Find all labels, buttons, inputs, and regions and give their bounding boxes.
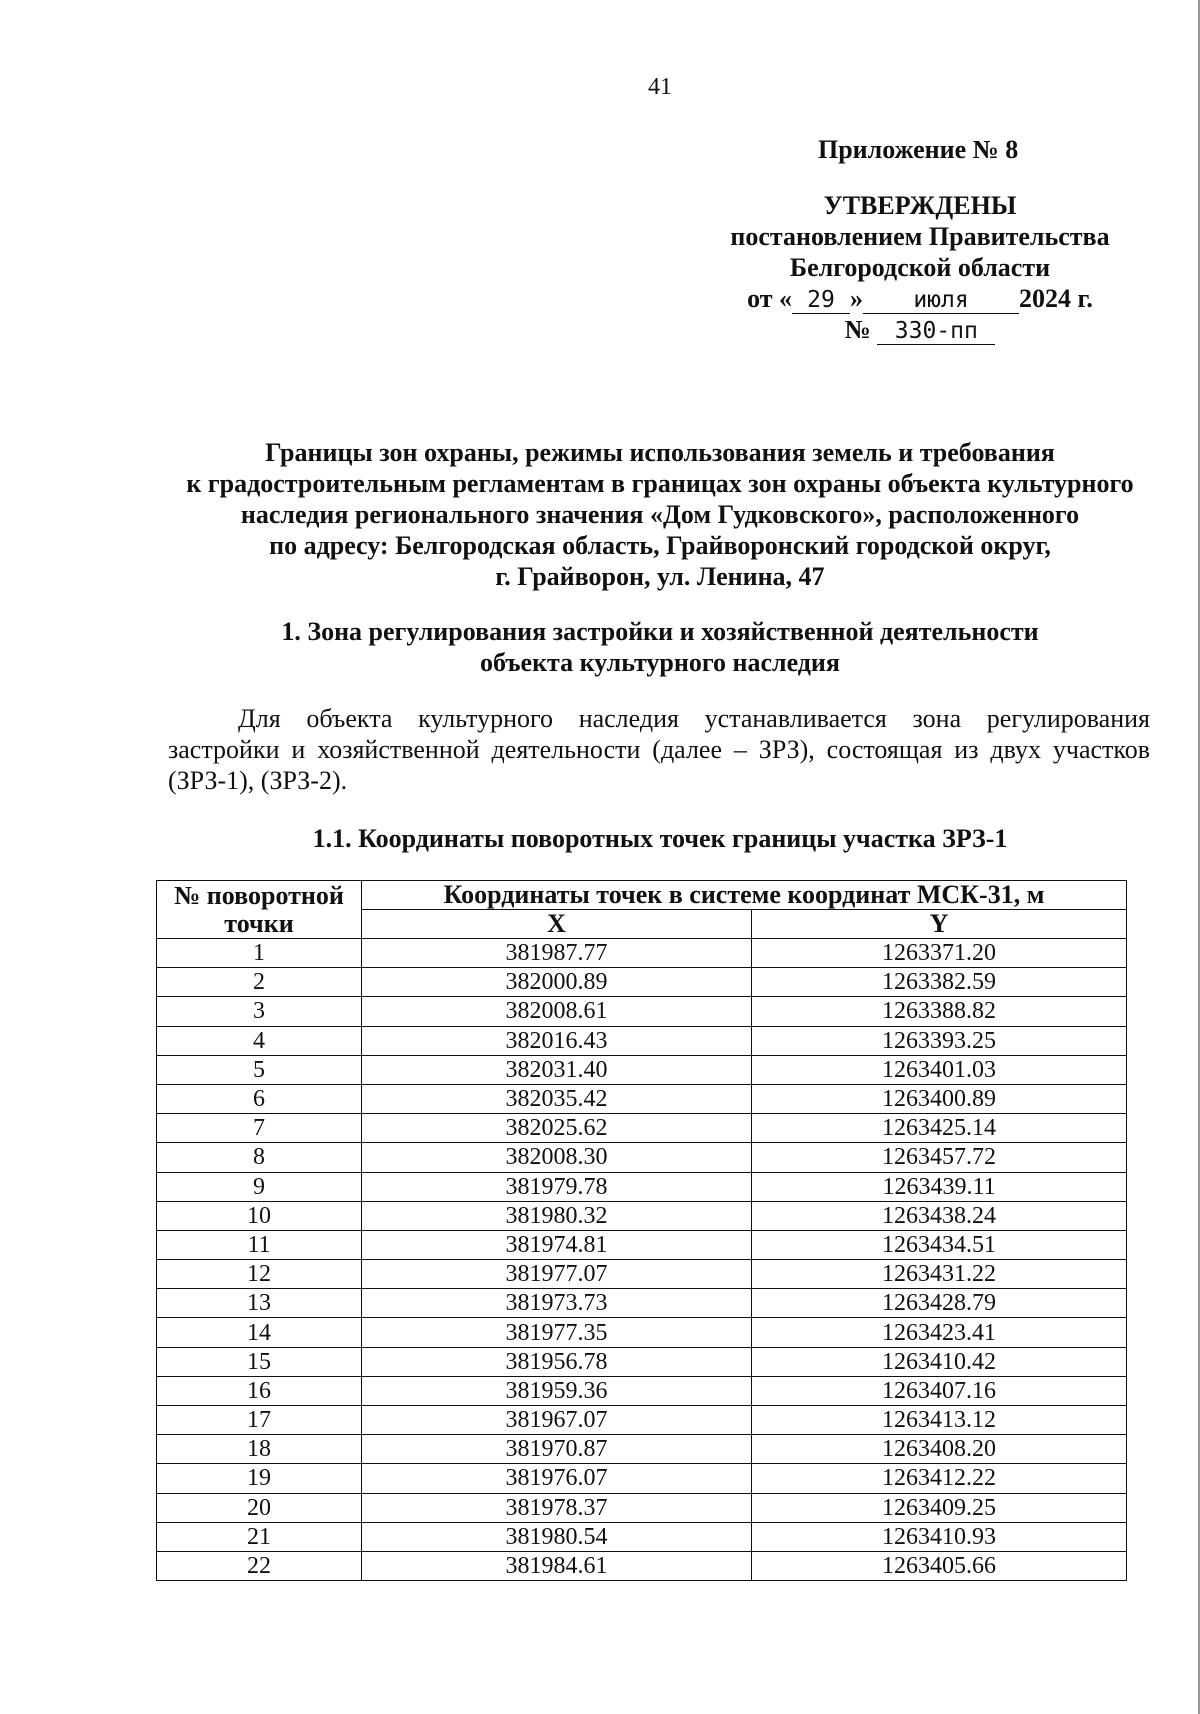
number-prefix: № (844, 315, 871, 344)
appendix-label: Приложение № 8 (818, 135, 1019, 164)
table-row (157, 1055, 1127, 1084)
x-coordinate-cell: 381977.07 (362, 1260, 752, 1289)
table-row (157, 1172, 1127, 1201)
table-row (157, 939, 1127, 968)
point-number-cell: 1 (157, 939, 362, 968)
table-row (157, 1435, 1127, 1464)
x-coordinate-cell: 382025.62 (362, 1114, 752, 1143)
point-number-cell: 7 (157, 1114, 362, 1143)
point-number-cell: 21 (157, 1522, 362, 1551)
y-coordinate-cell: 1263382.59 (752, 968, 1127, 997)
point-number-cell: 17 (157, 1406, 362, 1435)
y-coordinate-cell: 1263410.42 (752, 1347, 1127, 1376)
point-number-cell: 5 (157, 1055, 362, 1084)
y-coordinate-cell: 1263405.66 (752, 1551, 1127, 1580)
date-mid: » (850, 284, 864, 313)
point-number-cell: 12 (157, 1260, 362, 1289)
y-coordinate-cell: 1263434.51 (752, 1230, 1127, 1259)
y-coordinate-cell: 1263409.25 (752, 1493, 1127, 1522)
y-coordinate-cell: 1263425.14 (752, 1114, 1127, 1143)
title-line: г. Грайворон, ул. Ленина, 47 (495, 562, 825, 591)
y-coordinate-cell: 1263428.79 (752, 1289, 1127, 1318)
approval-number (700, 314, 1140, 345)
section-heading-line: 1. Зона регулирования застройки и хозяйственной деятельности (281, 617, 1039, 646)
approval-line-region: Белгородской области (789, 253, 1051, 282)
page-number: 41 (648, 74, 672, 100)
table-row (157, 1260, 1127, 1289)
coordinates-table (156, 880, 1127, 1581)
section-heading (150, 616, 1170, 678)
table-row (157, 1026, 1127, 1055)
x-coordinate-cell: 381987.77 (362, 939, 752, 968)
number-value: 330-пп (877, 318, 995, 345)
x-coordinate-cell: 381970.87 (362, 1435, 752, 1464)
approval-block (700, 190, 1140, 345)
x-coordinate-cell: 381980.54 (362, 1522, 752, 1551)
point-number-cell: 16 (157, 1376, 362, 1405)
approval-heading: УТВЕРЖДЕНЫ (823, 191, 1017, 220)
y-coordinate-cell: 1263457.72 (752, 1143, 1127, 1172)
y-coordinate-cell: 1263412.22 (752, 1464, 1127, 1493)
point-number-cell: 2 (157, 968, 362, 997)
table-row (157, 1143, 1127, 1172)
table-row (157, 1084, 1127, 1113)
x-coordinate-cell: 382008.61 (362, 997, 752, 1026)
x-coordinate-cell: 381978.37 (362, 1493, 752, 1522)
point-number-cell: 11 (157, 1230, 362, 1259)
x-coordinate-cell: 382008.30 (362, 1143, 752, 1172)
date-day: 29 (792, 287, 850, 314)
header-x: X (362, 910, 752, 939)
table-row (157, 1201, 1127, 1230)
x-coordinate-cell: 381979.78 (362, 1172, 752, 1201)
header-point-number: № поворотной точки (157, 881, 362, 939)
y-coordinate-cell: 1263410.93 (752, 1522, 1127, 1551)
point-number-cell: 6 (157, 1084, 362, 1113)
header-coordinates: Координаты точек в системе координат МСК-31, м (362, 881, 1127, 910)
date-prefix: от « (747, 284, 793, 313)
point-number-cell: 4 (157, 1026, 362, 1055)
point-number-cell: 3 (157, 997, 362, 1026)
coordinates-table-body (157, 939, 1127, 1581)
point-number-cell: 15 (157, 1347, 362, 1376)
y-coordinate-cell: 1263439.11 (752, 1172, 1127, 1201)
header-y: Y (752, 910, 1127, 939)
y-coordinate-cell: 1263407.16 (752, 1376, 1127, 1405)
table-row (157, 1551, 1127, 1580)
subsection-heading: 1.1. Координаты поворотных точек границы участка ЗРЗ-1 (312, 824, 1008, 853)
x-coordinate-cell: 381984.61 (362, 1551, 752, 1580)
x-coordinate-cell: 381974.81 (362, 1230, 752, 1259)
title-line: по адресу: Белгородская область, Грайворонский городской округ, (269, 531, 1051, 560)
x-coordinate-cell: 382016.43 (362, 1026, 752, 1055)
point-number-cell: 9 (157, 1172, 362, 1201)
x-coordinate-cell: 381980.32 (362, 1201, 752, 1230)
point-number-cell: 14 (157, 1318, 362, 1347)
point-number-cell: 20 (157, 1493, 362, 1522)
document-title (150, 437, 1170, 592)
table-row (157, 1493, 1127, 1522)
table-row (157, 1406, 1127, 1435)
table-row (157, 997, 1127, 1026)
point-number-cell: 8 (157, 1143, 362, 1172)
y-coordinate-cell: 1263413.12 (752, 1406, 1127, 1435)
x-coordinate-cell: 381959.36 (362, 1376, 752, 1405)
title-line: Границы зон охраны, режимы использования земель и требования (265, 438, 1055, 467)
title-line: наследия регионального значения «Дом Гудковского», расположенного (240, 500, 1080, 529)
body-paragraph: Для объекта культурного наследия устанавливается зона регулирования застройки и хозяйственной деятельности (далее – ЗРЗ), состоящая из двух участков (ЗРЗ-1), (ЗРЗ-2). (168, 704, 1150, 795)
point-number-cell: 19 (157, 1464, 362, 1493)
x-coordinate-cell: 382031.40 (362, 1055, 752, 1084)
table-row (157, 1289, 1127, 1318)
point-number-cell: 10 (157, 1201, 362, 1230)
y-coordinate-cell: 1263393.25 (752, 1026, 1127, 1055)
x-coordinate-cell: 382035.42 (362, 1084, 752, 1113)
table-row (157, 1522, 1127, 1551)
y-coordinate-cell: 1263388.82 (752, 997, 1127, 1026)
y-coordinate-cell: 1263401.03 (752, 1055, 1127, 1084)
y-coordinate-cell: 1263371.20 (752, 939, 1127, 968)
date-month: июля (863, 287, 1019, 314)
y-coordinate-cell: 1263423.41 (752, 1318, 1127, 1347)
point-number-cell: 13 (157, 1289, 362, 1318)
x-coordinate-cell: 381976.07 (362, 1464, 752, 1493)
approval-date (700, 283, 1140, 314)
table-row (157, 1376, 1127, 1405)
title-line: к градостроительным регламентам в границах зон охраны объекта культурного (186, 469, 1134, 498)
table-row (157, 1318, 1127, 1347)
y-coordinate-cell: 1263438.24 (752, 1201, 1127, 1230)
approval-line-resolution: постановлением Правительства (730, 222, 1110, 251)
point-number-cell: 22 (157, 1551, 362, 1580)
x-coordinate-cell: 381956.78 (362, 1347, 752, 1376)
x-coordinate-cell: 381973.73 (362, 1289, 752, 1318)
table-row (157, 1114, 1127, 1143)
point-number-cell: 18 (157, 1435, 362, 1464)
x-coordinate-cell: 382000.89 (362, 968, 752, 997)
x-coordinate-cell: 381967.07 (362, 1406, 752, 1435)
date-year: 2024 г. (1019, 284, 1093, 313)
x-coordinate-cell: 381977.35 (362, 1318, 752, 1347)
table-row (157, 968, 1127, 997)
table-row (157, 1230, 1127, 1259)
y-coordinate-cell: 1263431.22 (752, 1260, 1127, 1289)
table-row (157, 1464, 1127, 1493)
y-coordinate-cell: 1263408.20 (752, 1435, 1127, 1464)
section-heading-line: объекта культурного наследия (480, 648, 840, 677)
table-row (157, 1347, 1127, 1376)
y-coordinate-cell: 1263400.89 (752, 1084, 1127, 1113)
